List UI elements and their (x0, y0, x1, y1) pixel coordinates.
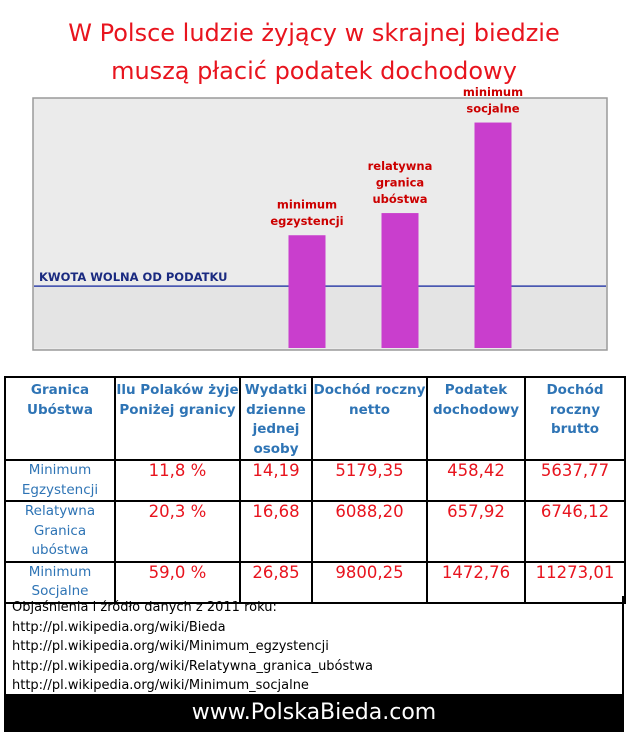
cell-gross: 11273,01 (525, 562, 625, 603)
cell-net: 9800,25 (312, 562, 427, 603)
cell-tax: 657,92 (427, 501, 525, 562)
source-link[interactable]: http://pl.wikipedia.org/wiki/Bieda (12, 619, 226, 635)
bar-label: minimum (462, 85, 524, 100)
poverty-table (4, 376, 626, 604)
site-url[interactable]: www.PolskaBieda.com (191, 700, 437, 725)
bar-label: granica (375, 175, 425, 190)
bar-label: relatywna (367, 159, 433, 174)
sources-box (4, 596, 624, 696)
header-income-tax: Podatek dochodowy (427, 377, 525, 460)
header-poverty-line: Granica Ubóstwa (5, 377, 115, 460)
table-row (5, 460, 625, 501)
row-name: Minimum Egzystencji (5, 460, 115, 501)
source-link[interactable]: http://pl.wikipedia.org/wiki/Minimum_egzystencji (12, 639, 329, 655)
poverty-bar-chart (33, 85, 607, 350)
header-gross-income: Dochód roczny brutto (525, 377, 625, 460)
header-people-below: Ilu Polaków żyje Poniżej granicy (115, 377, 240, 460)
page-title (0, 14, 628, 90)
header-net-income: Dochód roczny netto (312, 377, 427, 460)
row-name: Minimum Socjalne (5, 562, 115, 603)
cell-net: 5179,35 (312, 460, 427, 501)
header-daily-spending: Wydatki dzienne jednej osoby (240, 377, 312, 460)
bar-label: minimum (276, 197, 338, 212)
source-link[interactable]: http://pl.wikipedia.org/wiki/Relatywna_granica_ubóstwa (12, 658, 373, 674)
cell-percent: 20,3 % (115, 501, 240, 562)
cell-net: 6088,20 (312, 501, 427, 562)
bar-2 (382, 213, 419, 348)
cell-percent: 11,8 % (115, 460, 240, 501)
footer-banner (4, 694, 624, 732)
cell-daily: 26,85 (240, 562, 312, 603)
cell-daily: 14,19 (240, 460, 312, 501)
cell-tax: 458,42 (427, 460, 525, 501)
source-link[interactable]: http://pl.wikipedia.org/wiki/Minimum_socjalne (12, 678, 309, 694)
bar-label: ubóstwa (372, 192, 428, 207)
cell-gross: 6746,12 (525, 501, 625, 562)
cell-daily: 16,68 (240, 501, 312, 562)
cell-gross: 5637,77 (525, 460, 625, 501)
bar-3 (475, 123, 512, 348)
sources-intro: Objaśnienia i źródło danych z 2011 roku: (12, 600, 277, 615)
cell-tax: 1472,76 (427, 562, 525, 603)
row-name: Relatywna Granica ubóstwa (5, 501, 115, 562)
title-line-2: muszą płacić podatek dochodowy (111, 57, 517, 85)
table-row (5, 501, 625, 562)
title-line-1: W Polsce ludzie żyjący w skrajnej biedzie (68, 19, 560, 47)
threshold-label: KWOTA WOLNA OD PODATKU (39, 270, 228, 285)
table-header-row (5, 377, 625, 460)
bar-label: socjalne (466, 101, 520, 116)
cell-percent: 59,0 % (115, 562, 240, 603)
bar-label: egzystencji (270, 214, 344, 229)
bar-1 (289, 235, 326, 348)
